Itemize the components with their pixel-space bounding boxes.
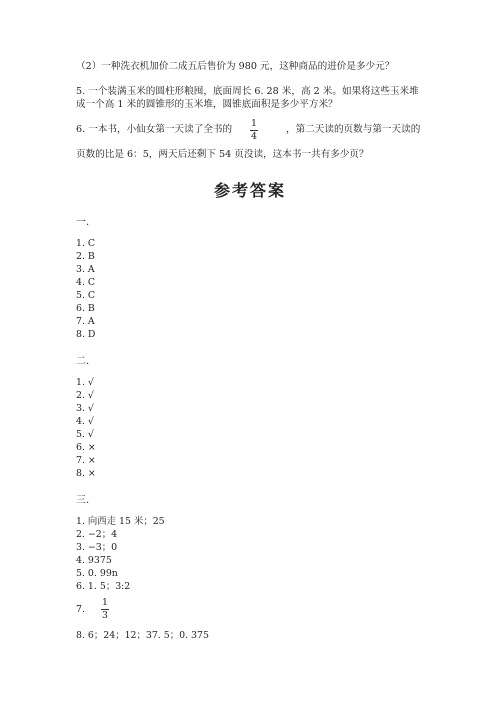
list-item: 4. C (76, 277, 96, 288)
list-item: 3. −3；0 (76, 542, 118, 553)
question-5-line-1: 5. 一个装满玉米的圆柱形粮囤，底面周长 6. 28 米，高 2 米。如果将这些玉米堆 (76, 86, 419, 97)
list-item: 7. (76, 604, 85, 615)
list-item: 5. 0. 99n (76, 568, 118, 579)
section-heading-3: 三. (76, 495, 90, 506)
list-item: 6. B (76, 303, 95, 314)
list-item: 2. −2；4 (76, 529, 118, 540)
list-item: 5. C (76, 290, 96, 301)
section-heading-2: 二. (76, 356, 90, 367)
list-item: 6. × (76, 442, 96, 453)
question-5-line-2: 成一个高 1 米的圆锥形的玉米堆，圆锥底面积是多少平方米？ (76, 99, 338, 110)
list-item: 1. 向西走 15 米；25 (76, 516, 165, 527)
list-item: 2. B (76, 251, 95, 262)
list-item: 8. × (76, 468, 96, 479)
list-item: 7. × (76, 455, 96, 466)
section-heading-1: 一. (76, 217, 90, 228)
list-item: 3. A (76, 264, 95, 275)
page-title: 参考答案 (213, 181, 286, 200)
list-item: 7. A (76, 316, 95, 327)
question-6-line-2: 页数的比是 6：5，两天后还剩下 54 页没读，这本书一共有多少页？ (76, 149, 369, 160)
list-item: 8. 6；24；12；37. 5；0. 375 (76, 630, 209, 641)
question-2: （2）一种洗衣机加价二成五后售价为 980 元，这种商品的进价是多少元？ (76, 61, 395, 72)
list-item: 8. D (76, 329, 96, 340)
list-item: 4. √ (76, 416, 94, 427)
list-item: 3. √ (76, 403, 94, 414)
fraction-numerator: 1 (251, 118, 257, 129)
question-6-fraction (250, 119, 258, 142)
list-item: 2. √ (76, 390, 94, 401)
question-6-line-1a: 6. 一本书，小仙女第一天读了全书的 (76, 124, 233, 135)
fraction-numerator: 1 (102, 597, 108, 608)
answer-7-fraction (101, 598, 109, 621)
fraction-denominator: 3 (102, 610, 108, 621)
list-item: 5. √ (76, 429, 94, 440)
list-item: 1. C (76, 238, 96, 249)
fraction-denominator: 4 (251, 131, 257, 142)
list-item: 1. √ (76, 377, 94, 388)
list-item: 4. 9375 (76, 555, 112, 566)
list-item: 6. 1. 5；3:2 (76, 581, 131, 592)
question-6-line-1b: ，第二天读的页数与第一天读的 (286, 124, 421, 135)
